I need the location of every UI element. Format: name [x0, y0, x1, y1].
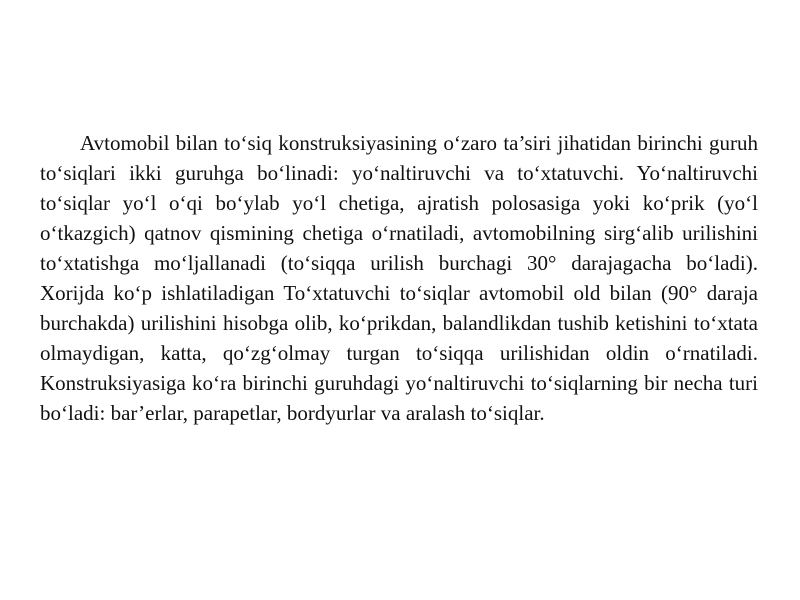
body-paragraph: Avtomobil bilan to‘siq konstruksiyasining o‘zaro ta’siri jihatidan birinchi guruh to‘siqlari ikki guruhga bo‘linadi: yo‘naltiruvchi va to‘xtatuvchi. Yo‘naltiruvchi to‘siqlar yo‘l o‘qi bo‘ylab yo‘l chetiga, ajratish polosasiga yoki ko‘prik (yo‘l o‘tkazgich) qatnov qismining chetiga o‘rnatiladi, avtomobilning sirg‘alib urilishini to‘xtatishga mo‘ljallanadi (to‘siqqa urilish burchagi 30° darajagacha bo‘ladi). Xorijda ko‘p ishlatiladigan To‘xtatuvchi to‘siqlar avtomobil old bilan (90° daraja burchakda) urilishini hisobga olib, ko‘prikdan, balandlikdan tushib ketishini to‘xtata olmaydigan, katta, qo‘zg‘olmay turgan to‘siqqa urilishidan oldin o‘rnatiladi. Konstruksiyasiga ko‘ra birinchi guruhdagi yo‘naltiruvchi to‘siqlarning bir necha turi bo‘ladi: bar’erlar, parapetlar, bordyurlar va aralash to‘siqlar. [40, 131, 758, 425]
text-block [40, 128, 758, 428]
